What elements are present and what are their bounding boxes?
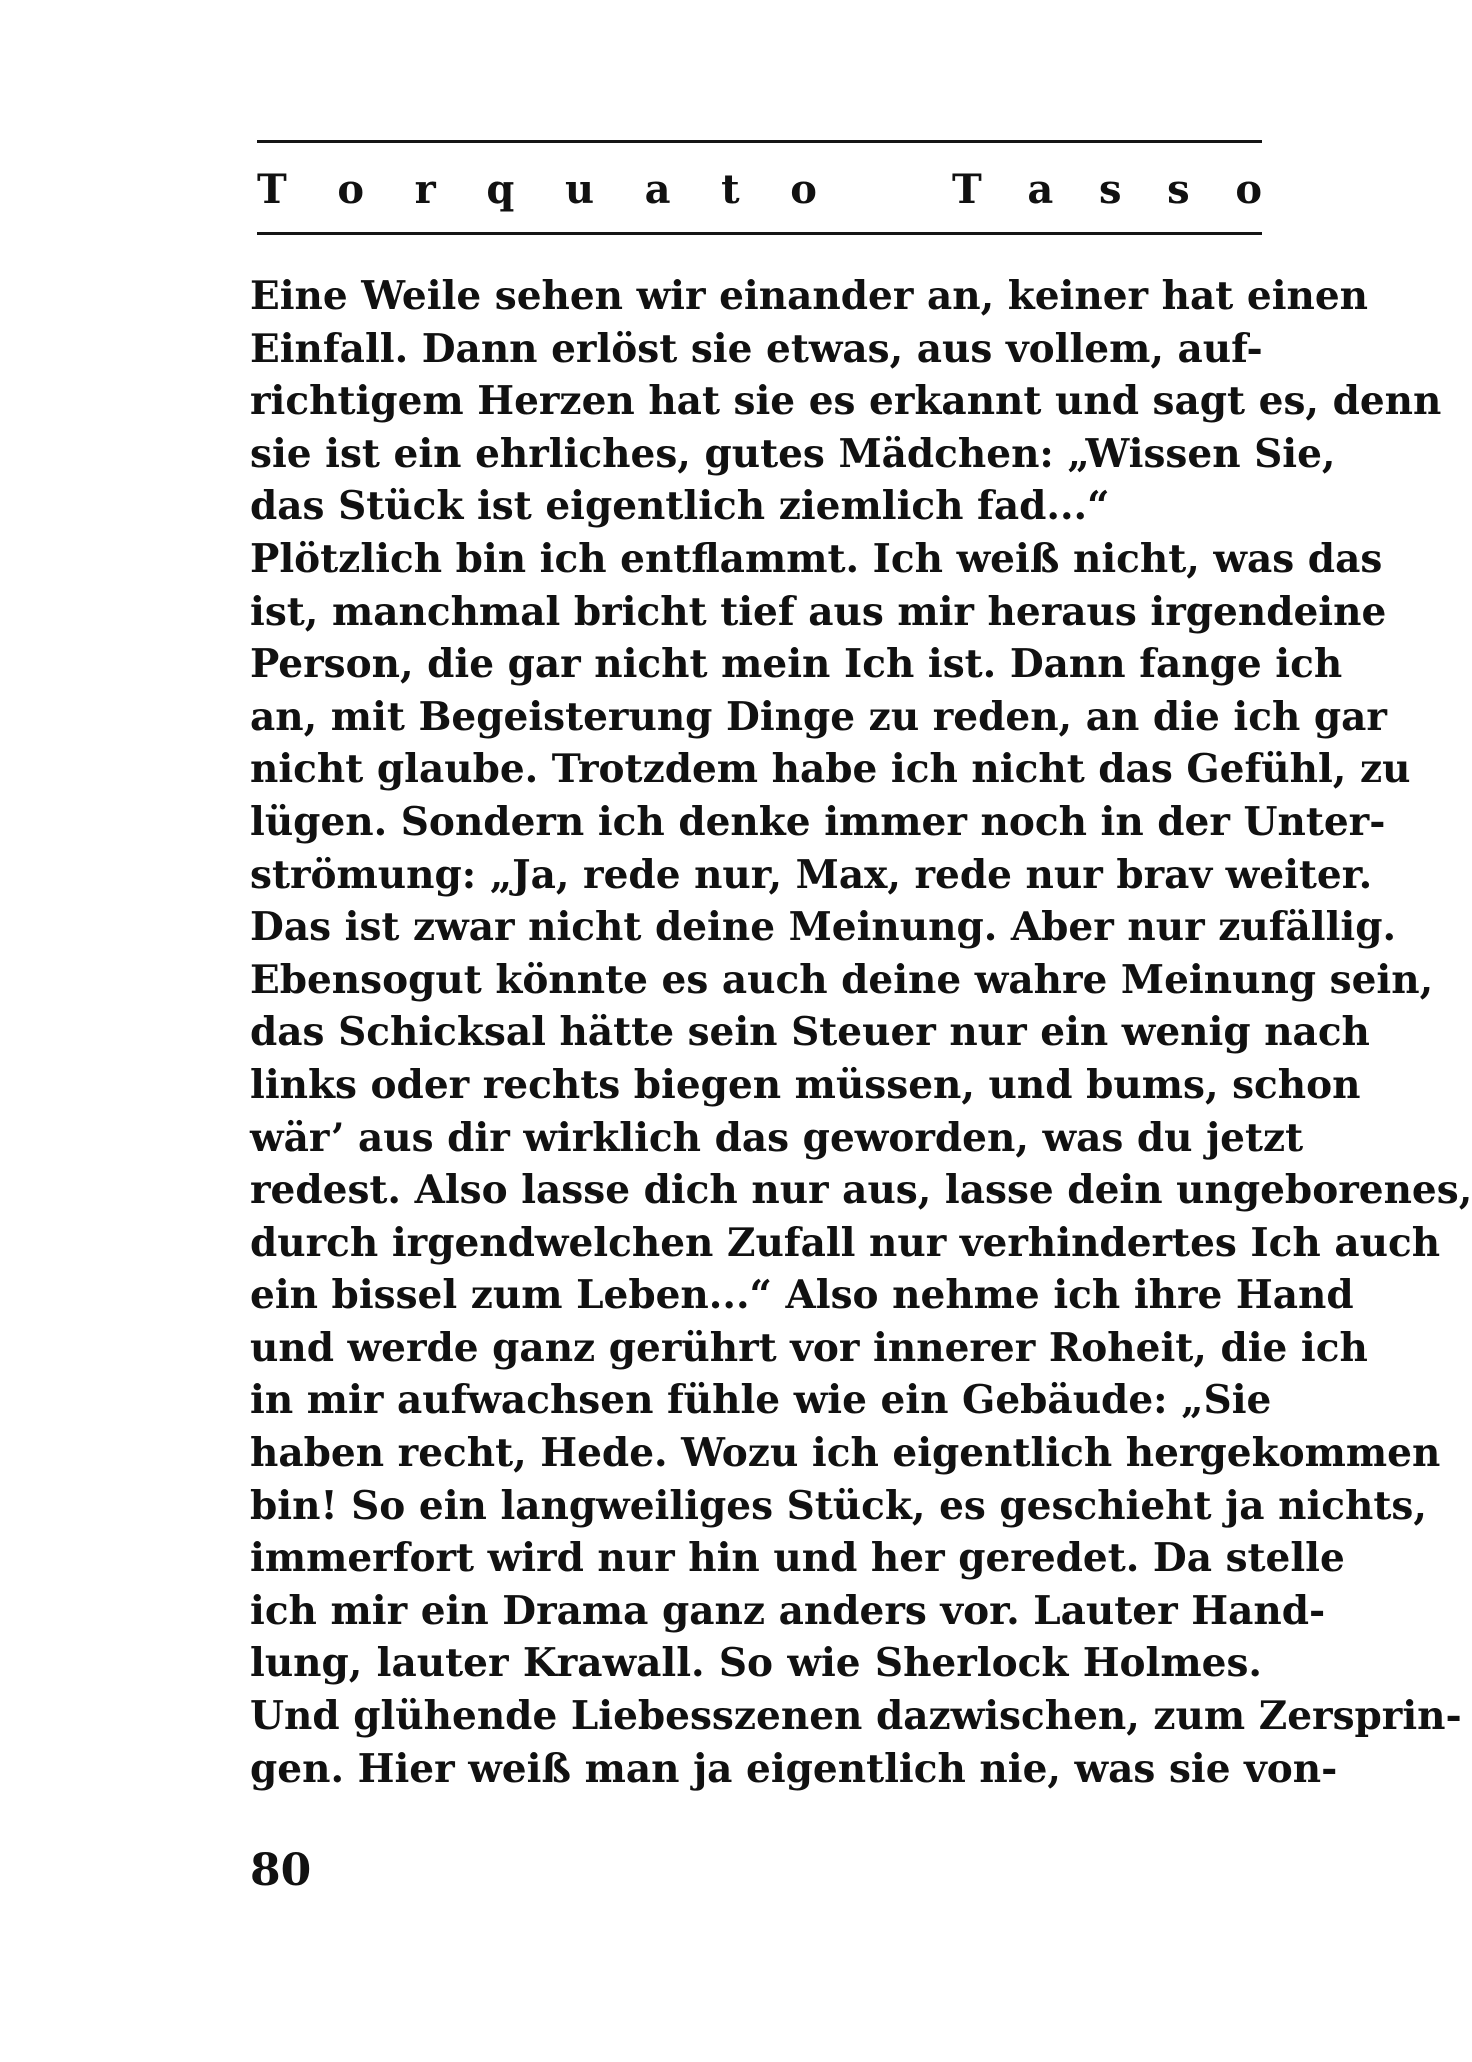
header-rule-bottom	[257, 232, 1262, 235]
body-line: wär’ aus dir wirklich das geworden, was du jetzt	[250, 1114, 1304, 1161]
running-head-letter: o	[337, 165, 365, 213]
body-line: Ebensogut könnte es auch deine wahre Meinung sein,	[250, 956, 1434, 1003]
body-line: und werde ganz gerührt vor innerer Roheit, die ich	[250, 1324, 1368, 1371]
running-head-letter: s	[1167, 165, 1190, 213]
running-head-letter: u	[564, 165, 595, 213]
body-line: lung, lauter Krawall. So wie Sherlock Holmes.	[250, 1640, 1262, 1687]
body-line: Einfall. Dann erlöst sie etwas, aus vollem, auf-	[250, 325, 1263, 372]
body-line: ich mir ein Drama ganz anders vor. Lauter Hand-	[250, 1587, 1326, 1634]
body-line: immerfort wird nur hin und her geredet. Da stelle	[250, 1535, 1345, 1582]
body-line: lügen. Sondern ich denke immer noch in der Unter-	[250, 798, 1386, 845]
header-rule-top	[257, 140, 1262, 143]
body-line: in mir aufwachsen fühle wie ein Gebäude: „Sie	[250, 1377, 1272, 1424]
running-head-letter: q	[486, 165, 515, 213]
body-line: nicht glaube. Trotzdem habe ich nicht das Gefühl, zu	[250, 746, 1411, 793]
body-line: Person, die gar nicht mein Ich ist. Dann fange ich	[250, 641, 1343, 688]
running-head-letter: o	[790, 165, 817, 213]
running-head-right-word	[952, 166, 1262, 213]
body-line: gen. Hier weiß man ja eigentlich nie, was sie von-	[250, 1745, 1338, 1792]
body-line: bin! So ein langweiliges Stück, es geschieht ja nichts,	[250, 1482, 1427, 1529]
page-number: 80	[250, 1845, 312, 1896]
body-line: haben recht, Hede. Wozu ich eigentlich hergekommen	[250, 1430, 1441, 1477]
running-head-letter: T	[257, 165, 287, 213]
running-head	[257, 164, 1262, 214]
body-line: durch irgendwelchen Zufall nur verhindertes Ich auch	[250, 1219, 1441, 1266]
running-head-letter: T	[952, 165, 982, 213]
running-head-letter: r	[414, 165, 436, 213]
body-line: das Stück ist eigentlich ziemlich fad...“	[250, 483, 1110, 530]
running-head-letter: t	[721, 165, 740, 213]
running-head-letter: o	[1235, 165, 1262, 213]
body-line: ein bissel zum Leben...“ Also nehme ich ihre Hand	[250, 1272, 1354, 1319]
body-line: Plötzlich bin ich entflammt. Ich weiß nicht, was das	[250, 535, 1383, 582]
body-line: das Schicksal hätte sein Steuer nur ein wenig nach	[250, 1009, 1370, 1056]
body-line: sie ist ein ehrliches, gutes Mädchen: „Wissen Sie,	[250, 430, 1336, 477]
running-head-letter: a	[1027, 165, 1054, 213]
body-line: links oder rechts biegen müssen, und bums, schon	[250, 1061, 1361, 1108]
body-line: Das ist zwar nicht deine Meinung. Aber nur zufällig.	[250, 904, 1397, 951]
running-head-left-word	[257, 166, 817, 213]
body-line: redest. Also lasse dich nur aus, lasse dein ungeborenes,	[250, 1167, 1472, 1214]
running-head-letter: a	[644, 165, 671, 213]
body-line: an, mit Begeisterung Dinge zu reden, an die ich gar	[250, 693, 1387, 740]
body-line: Und glühende Liebesszenen dazwischen, zum Zersprin-	[250, 1693, 1462, 1740]
body-text	[250, 270, 1472, 1795]
body-line: strömung: „Ja, rede nur, Max, rede nur brav weiter.	[250, 851, 1373, 898]
running-head-letter: s	[1098, 165, 1122, 213]
body-line: richtigem Herzen hat sie es erkannt und sagt es, denn	[250, 378, 1442, 425]
body-line: Eine Weile sehen wir einander an, keiner hat einen	[250, 273, 1369, 319]
body-line: ist, manchmal bricht tief aus mir heraus irgendeine	[250, 588, 1387, 635]
